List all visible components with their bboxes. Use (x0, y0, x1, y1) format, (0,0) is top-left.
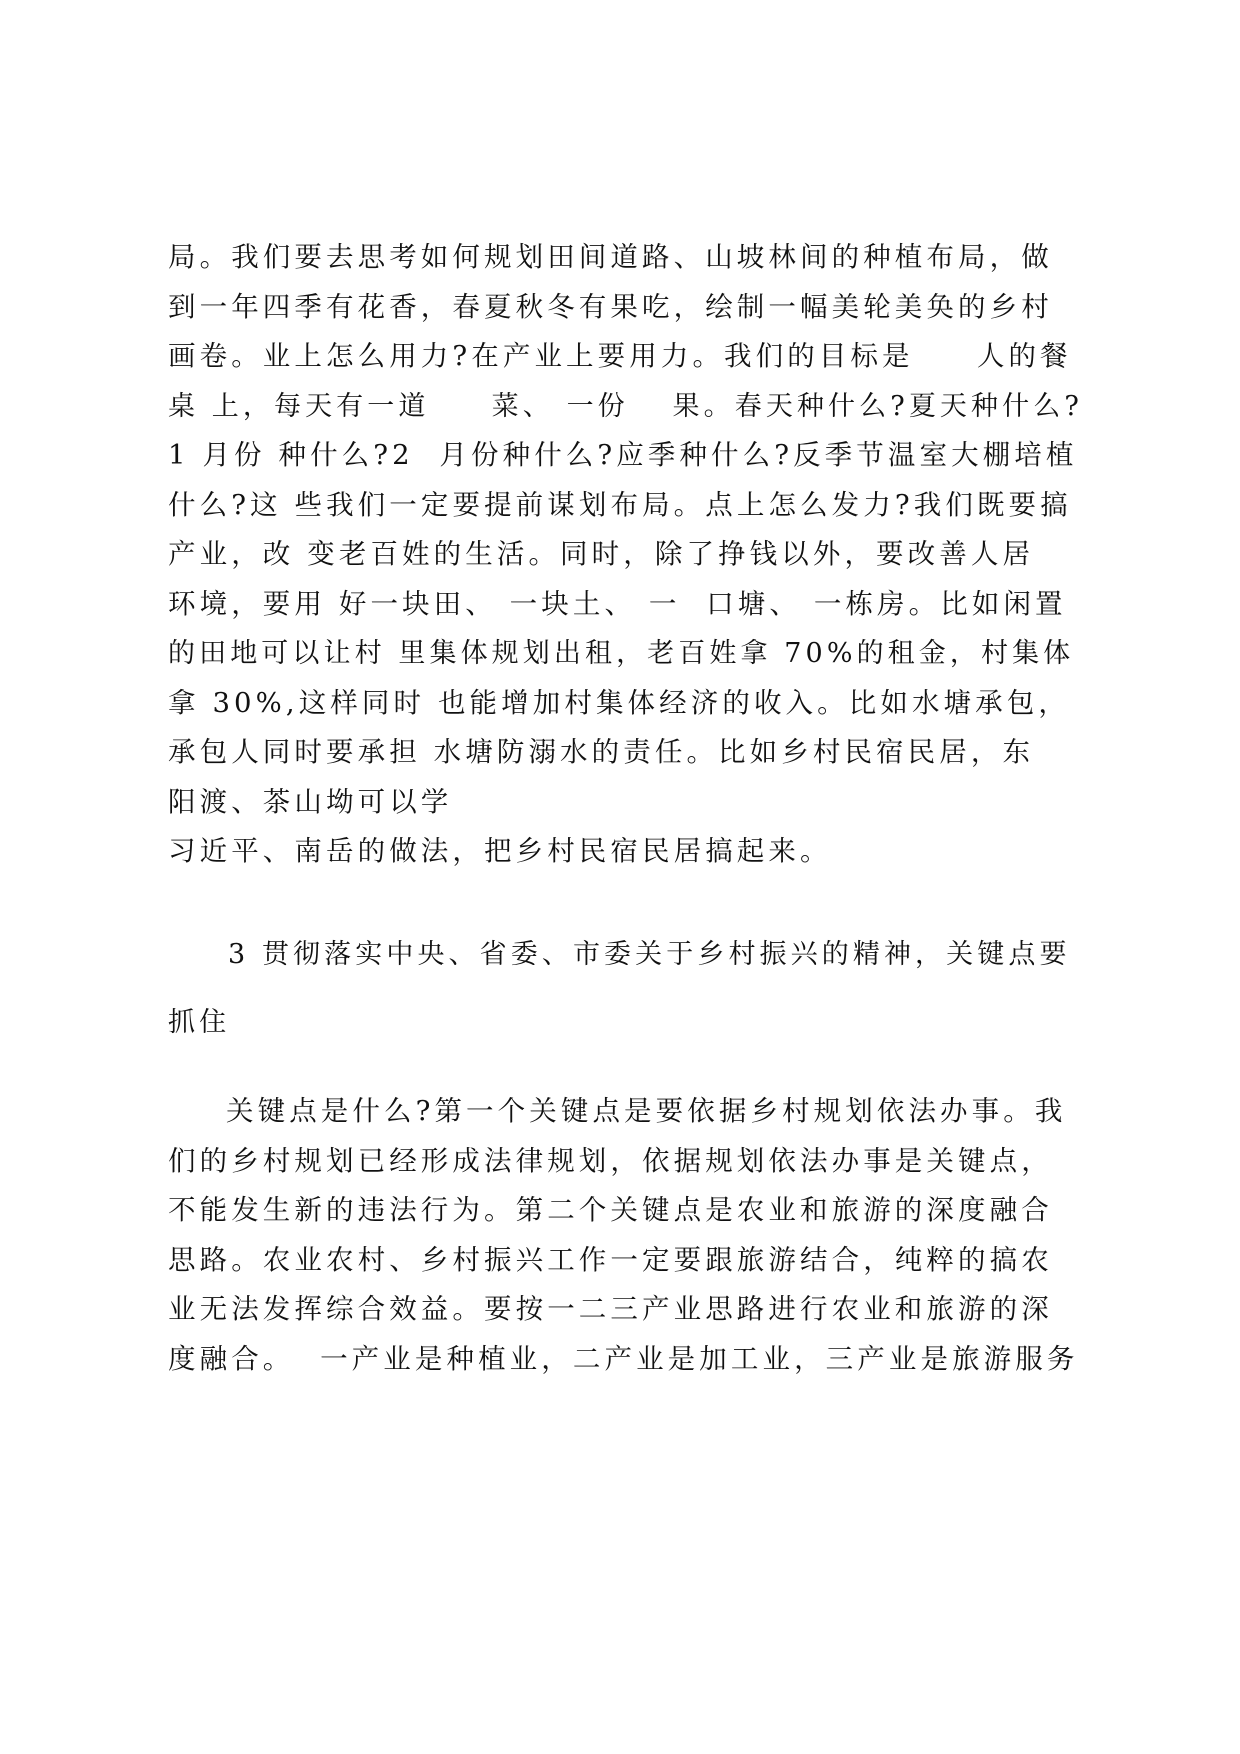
text-line: 们的乡村规划已经形成法律规划，依据规划依法办事是关键点， (168, 1144, 1053, 1177)
text-line: 度融合。 一产业是种植业，二产业是加工业，三产业是旅游服务 (168, 1342, 1079, 1375)
paragraph-1 (168, 233, 1088, 877)
text-line: 的田地可以让村 里集体规划出租，老百姓拿 70%的租金，村集体 (168, 638, 1075, 669)
text-line: 环境，要用 好一块田、 一块土、 一 口塘、 一栋房。比如闲置 (168, 587, 1067, 620)
text-line: 产业，改 变老百姓的生活。同时，除了挣钱以外，要改善人居 (168, 538, 1035, 570)
heading-line: 3 贯彻落实中央、省委、市委关于乡村振兴的精神，关键点要 (228, 939, 1071, 970)
text-line: 局。我们要去思考如何规划田间道路、山坡林间的种植布局，做 (168, 241, 1053, 273)
text-line: 承包人同时要承担 水塘防溺水的责任。比如乡村民宿民居，东 (168, 736, 1035, 768)
text-line: 业无法发挥综合效益。要按一二三产业思路进行农业和旅游的深 (168, 1293, 1053, 1325)
text-line: 1 月份 种什么?2 月份种什么?应季种什么?反季节温室大棚培植 (168, 439, 1078, 471)
text-line: 不能发生新的违法行为。第二个关键点是农业和旅游的深度融合 (168, 1194, 1053, 1226)
text-line: 拿 30%,这样同时 也能增加村集体经济的收入。比如水塘承包， (168, 686, 1070, 719)
text-line: 思路。农业农村、乡村振兴工作一定要跟旅游结合，纯粹的搞农 (168, 1243, 1053, 1276)
text-line: 阳渡、茶山坳可以学 (168, 785, 453, 818)
paragraph-2 (168, 1087, 1088, 1384)
text-line: 习近平、南岳的做法，把乡村民宿民居搞起来。 (168, 835, 832, 867)
section-heading (168, 930, 1088, 1047)
text-line: 桌 上，每天有一道 菜、 一份 果。春天种什么?夏天种什么? (168, 390, 1083, 422)
text-line: 画卷。业上怎么用力?在产业上要用力。我们的目标是 人的餐 (168, 340, 1072, 372)
text-line: 到一年四季有花香，春夏秋冬有果吃，绘制一幅美轮美奂的乡村 (168, 290, 1053, 323)
text-line: 什么?这 些我们一定要提前谋划布局。点上怎么发力?我们既要搞 (168, 488, 1072, 521)
heading-line: 抓住 (168, 1006, 231, 1038)
text-line: 关键点是什么?第一个关键点是要依据乡村规划依法办事。我 (226, 1095, 1067, 1127)
